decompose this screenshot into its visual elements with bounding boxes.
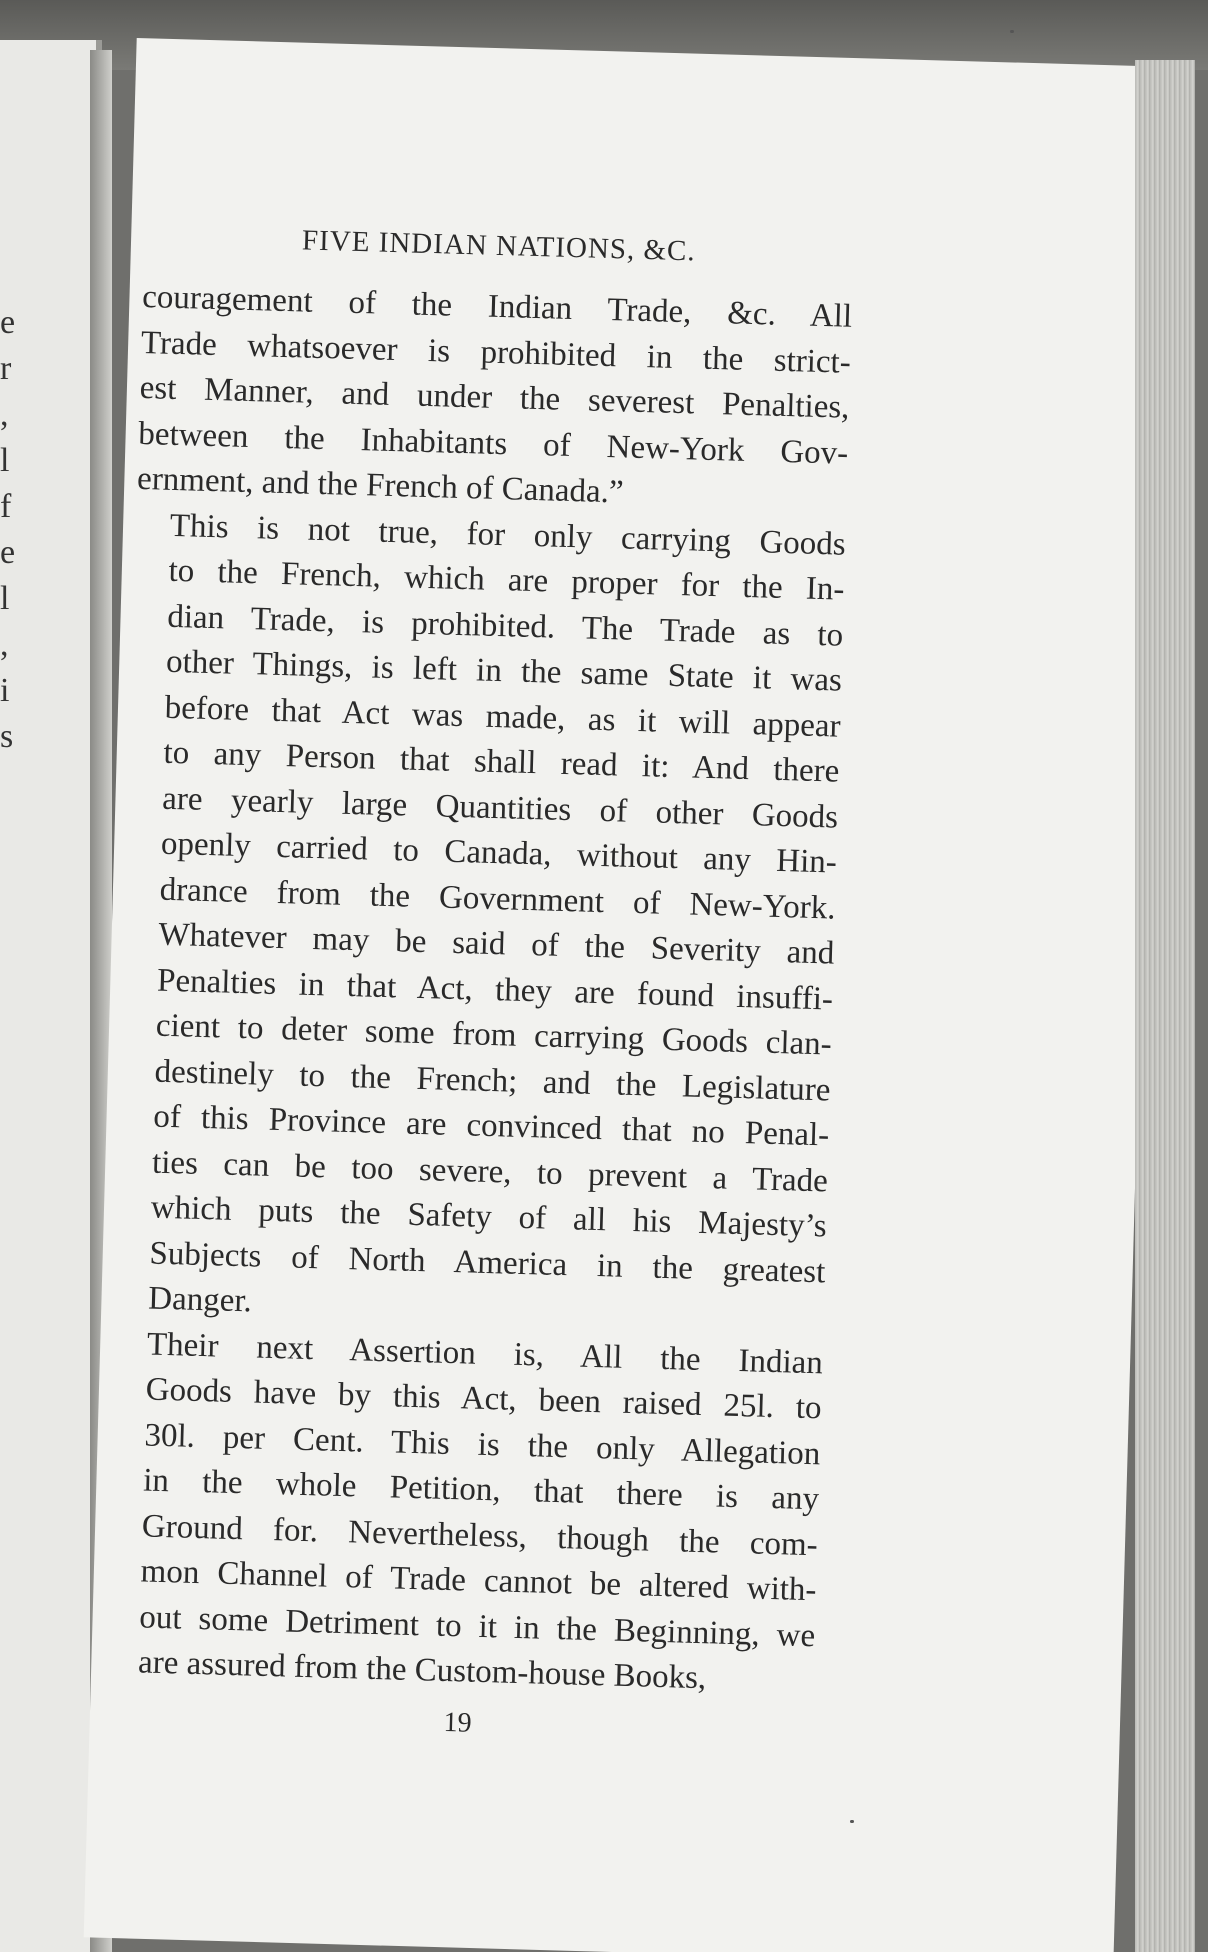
- text-line: before that Act was made, as it will appear: [164, 689, 842, 745]
- text-line: are yearly large Quantities of other Goods: [161, 780, 839, 836]
- text-line: openly carried to Canada, without any Hin-: [160, 825, 838, 881]
- text-line: 30l. per Cent. This is the only Allegation: [144, 1416, 821, 1472]
- page-text: [102, 200, 854, 1749]
- text-line: out some Detriment to it in the Beginning, we: [138, 1598, 816, 1654]
- text-line: cient to deter some from carrying Goods clan-: [155, 1007, 833, 1063]
- text-line: in the whole Petition, that there is any: [142, 1462, 820, 1518]
- text-line: mon Channel of Trade cannot be altered with-: [140, 1553, 817, 1609]
- text-line: ernment, and the French of Canada.”: [136, 460, 625, 511]
- paragraph: [137, 275, 853, 522]
- dust-speck: [1010, 30, 1014, 33]
- paragraph: [114, 502, 847, 1341]
- text-line: Danger.: [147, 1280, 253, 1320]
- left-fragment: i: [0, 672, 10, 709]
- text-line: This is not true, for only carrying Goods: [169, 507, 847, 563]
- text-line: Trade whatsoever is prohibited in the strict-: [140, 324, 852, 381]
- text-line: dian Trade, is prohibited. The Trade as to: [166, 598, 844, 654]
- text-line: to any Person that shall read it: And there: [163, 734, 840, 790]
- left-fragment: l: [0, 442, 10, 479]
- left-page-edge: [0, 40, 102, 1952]
- left-fragment: e: [0, 534, 16, 571]
- body-text: [104, 275, 853, 1705]
- text-line: are assured from the Custom-house Books,: [137, 1644, 707, 1697]
- dust-speck: [850, 1820, 854, 1823]
- text-line: Ground for. Nevertheless, though the com-: [141, 1507, 819, 1563]
- text-line: est Manner, and under the severest Penalties,: [139, 369, 850, 426]
- text-line: Goods have by this Act, been raised 25l. to: [145, 1371, 823, 1427]
- left-fragment: l: [0, 580, 10, 617]
- left-fragment: e: [0, 304, 16, 341]
- page-number: 19: [443, 1706, 473, 1739]
- left-fragment: f: [0, 488, 12, 525]
- text-line: Their next Assertion is, All the Indian: [146, 1326, 824, 1381]
- text-line: couragement of the Indian Trade, &c. All: [141, 278, 853, 335]
- text-line: drance from the Government of New-York.: [159, 871, 837, 927]
- text-line: which puts the Safety of all his Majesty’s: [150, 1189, 828, 1245]
- text-line: ties can be too severe, to prevent a Trade: [151, 1144, 829, 1199]
- left-fragment: ,: [0, 626, 9, 663]
- page-block-edge: [1135, 60, 1195, 1952]
- running-header: [144, 220, 855, 273]
- left-page-text-fragments: [0, 300, 40, 760]
- text-line: between the Inhabitants of New-York Gov-: [137, 415, 849, 472]
- text-line: of this Province are convinced that no Penal-: [152, 1098, 830, 1154]
- left-fragment: ,: [0, 396, 9, 433]
- text-line: other Things, is left in the same State it was: [165, 643, 843, 699]
- text-line: Whatever may be said of the Severity and: [157, 916, 835, 972]
- text-line: to the French, which are proper for the In-: [168, 552, 845, 608]
- text-line: Penalties in that Act, they are found insuffi-: [156, 962, 834, 1018]
- paragraph: [104, 1321, 824, 1705]
- running-title: FIVE INDIAN NATIONS, &C.: [301, 224, 697, 268]
- text-line: destinely to the French; and the Legislature: [154, 1053, 831, 1108]
- left-fragment: r: [0, 350, 12, 387]
- left-fragment: s: [0, 718, 14, 755]
- text-line: Subjects of North America in the greatest: [149, 1235, 826, 1290]
